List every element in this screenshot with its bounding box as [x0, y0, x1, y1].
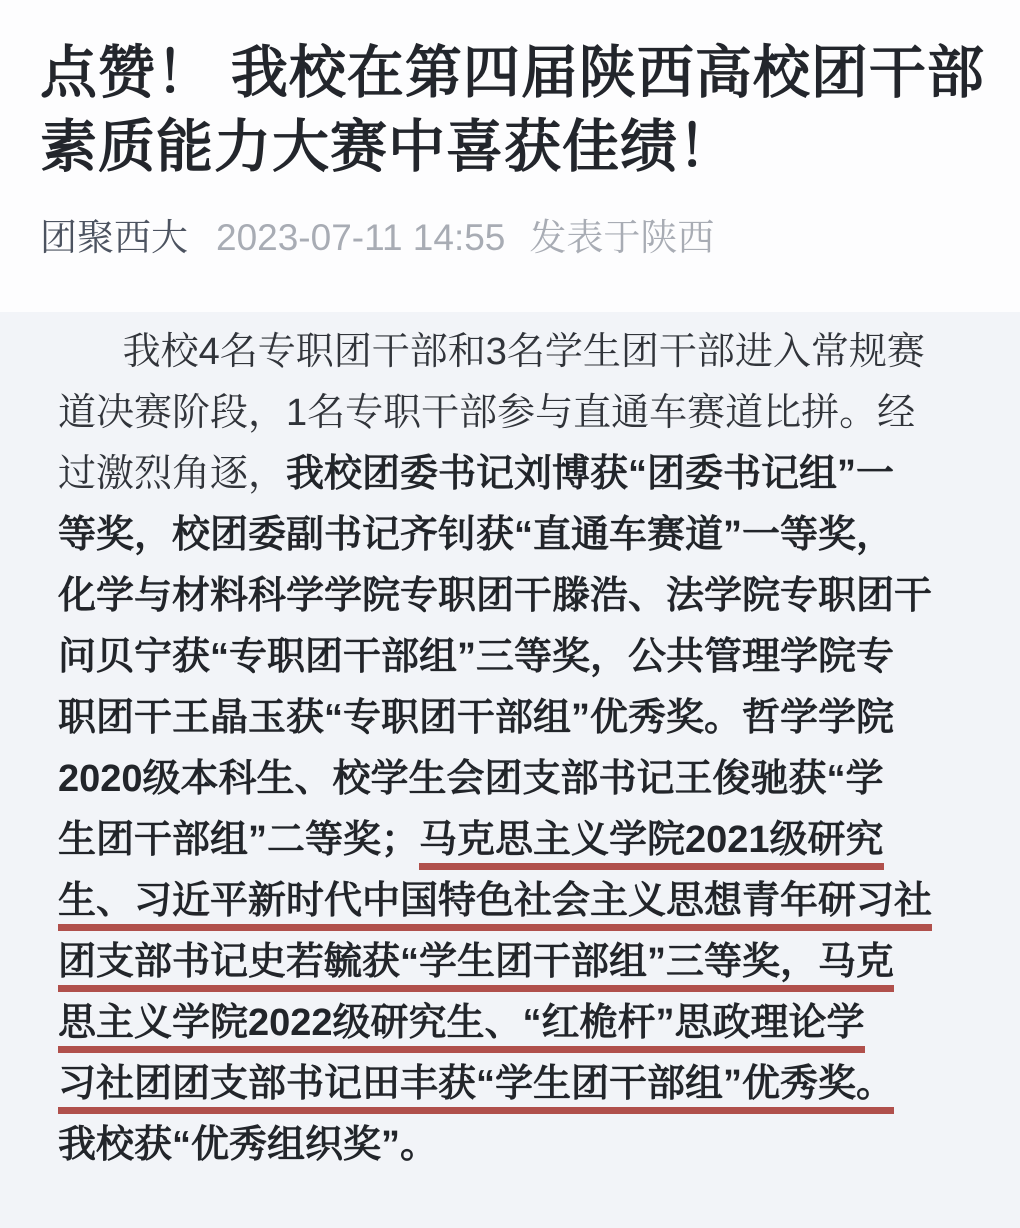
- article-title-line-2: 素质能力大赛中喜获佳绩！: [40, 115, 736, 179]
- body-text-line: [58, 627, 962, 688]
- body-text-line: [58, 444, 962, 505]
- body-text-segment: 等奖，校团委副书记齐钊获“直通车赛道”一等奖，: [58, 514, 895, 556]
- underlined-text-segment: 生、习近平新时代中国特色社会主义思想青年研习社: [58, 880, 932, 931]
- underlined-text-segment: 马克思主义学院2021级研究: [419, 819, 884, 870]
- body-text-segment: 职团干王晶玉获“专职团干部组”优秀奖。哲学学院: [58, 697, 895, 739]
- body-text-line: [58, 1115, 962, 1176]
- body-text-segment: 过激烈角逐，: [58, 453, 287, 495]
- body-text-segment: 道决赛阶段，1名专职干部参与直通车赛道比拼。经: [58, 392, 916, 434]
- article-body: [0, 312, 1020, 1228]
- underlined-text-segment: 习社团团支部书记田丰获“学生团干部组”优秀奖。: [58, 1063, 894, 1114]
- account-name-link[interactable]: 团聚西大: [40, 217, 188, 258]
- body-text-segment: 生团干部组”二等奖；: [58, 819, 420, 861]
- body-text-line: [58, 383, 962, 444]
- body-text-segment: 我校4名专职团干部和3名学生团干部进入常规赛: [122, 331, 925, 373]
- body-text-line: [58, 871, 962, 932]
- publish-date: 2023-07-11 14:55: [216, 217, 506, 258]
- body-text-segment: 2020级本科生、校学生会团支部书记王俊驰获“学: [58, 758, 884, 800]
- body-text-segment: 我校团委书记刘博获“团委书记组”一: [286, 453, 895, 495]
- body-text-segment: 化学与材料科学学院专职团干滕浩、法学院专职团干: [58, 575, 933, 617]
- article-title: [40, 36, 985, 184]
- publish-location: 发表于陕西: [529, 217, 715, 258]
- body-text-segment: 问贝宁获“专职团干部组”三等奖，公共管理学院专: [58, 636, 895, 678]
- article-title-line-1: 点赞！ 我校在第四届陕西高校团干部: [40, 41, 985, 105]
- article-byline: [40, 214, 980, 262]
- body-text-line: [58, 749, 962, 810]
- body-text-line: [58, 505, 962, 566]
- body-text-line: [58, 566, 962, 627]
- body-text-line: [58, 932, 962, 993]
- body-text-line: [58, 1054, 962, 1115]
- body-text-line: [58, 810, 962, 871]
- article-header: [0, 0, 1020, 262]
- body-text-line: [58, 688, 962, 749]
- underlined-text-segment: 团支部书记史若毓获“学生团干部组”三等奖，马克: [58, 941, 894, 992]
- body-text-segment: 我校获“优秀组织奖”。: [58, 1124, 439, 1166]
- body-text-line: [58, 322, 962, 383]
- underlined-text-segment: 思主义学院2022级研究生、“红桅杆”思政理论学: [58, 1002, 865, 1053]
- body-text-line: [58, 993, 962, 1054]
